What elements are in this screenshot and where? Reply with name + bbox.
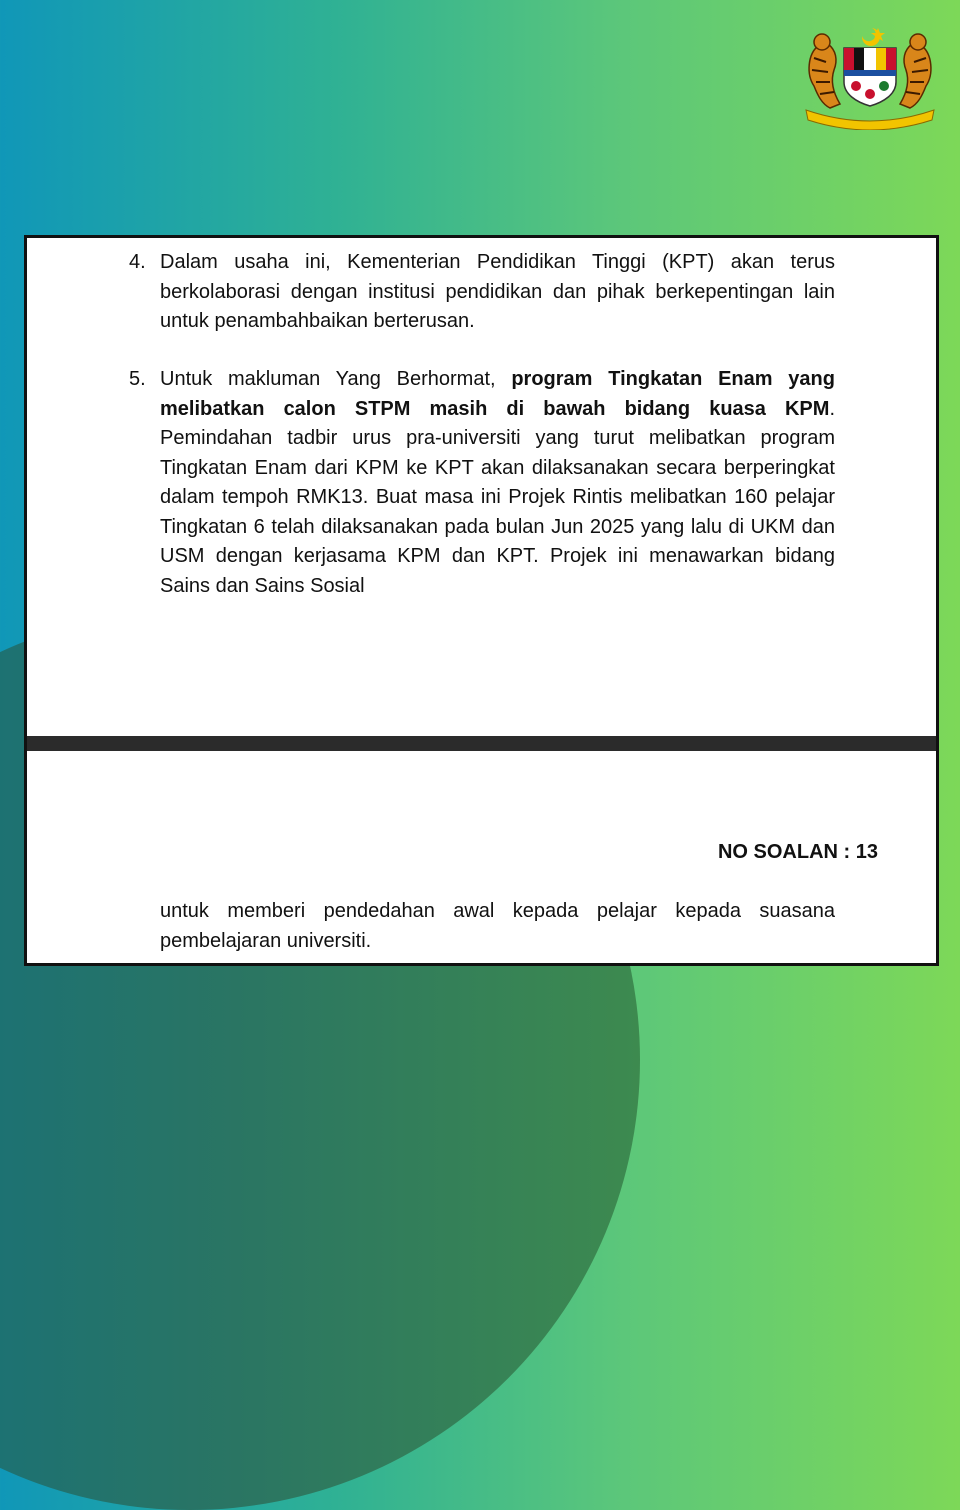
paragraph-text: Dalam usaha ini, Kementerian Pendidikan Tinggi (KPT) akan terus berkolaborasi dengan institusi pendidikan dan pihak berkepentingan lain untuk penambahbaikan berterusan. bbox=[160, 251, 835, 332]
paragraph-number: 4. bbox=[129, 251, 146, 273]
document-page-bottom bbox=[27, 751, 936, 963]
paragraph-number: 5. bbox=[129, 368, 146, 390]
paragraph-bold-text: program Tingkatan Enam yang melibatkan calon STPM masih di bawah bidang kuasa KPM bbox=[160, 368, 835, 420]
continuation-paragraph: untuk memberi pendedahan awal kepada pelajar kepada suasana pembelajaran universiti. bbox=[160, 900, 835, 952]
document-card bbox=[24, 235, 939, 966]
malaysia-coat-of-arms-icon bbox=[800, 24, 940, 130]
document-page-top bbox=[27, 238, 936, 736]
paragraph-4 bbox=[129, 248, 835, 337]
paragraph-text-start: Untuk makluman Yang Berhormat, bbox=[160, 368, 512, 390]
page-break-divider bbox=[27, 736, 936, 751]
paragraph-text-end: . Pemindahan tadbir urus pra-universiti yang turut melibatkan program Tingkatan Enam dari KPM ke KPT akan dilaksanakan secara berperingkat dalam tempoh RMK13. Buat masa ini Projek Rintis melibatkan 160 pelajar Tingkatan 6 telah dilaksanakan pada bulan Jun 2025 yang lalu di UKM dan USM dengan kerjasama KPM dan KPT. Projek ini menawarkan bidang Sains dan Sains Sosial bbox=[160, 397, 835, 597]
question-number-label: NO SOALAN : 13 bbox=[717, 841, 878, 863]
paragraph-5 bbox=[129, 365, 835, 601]
